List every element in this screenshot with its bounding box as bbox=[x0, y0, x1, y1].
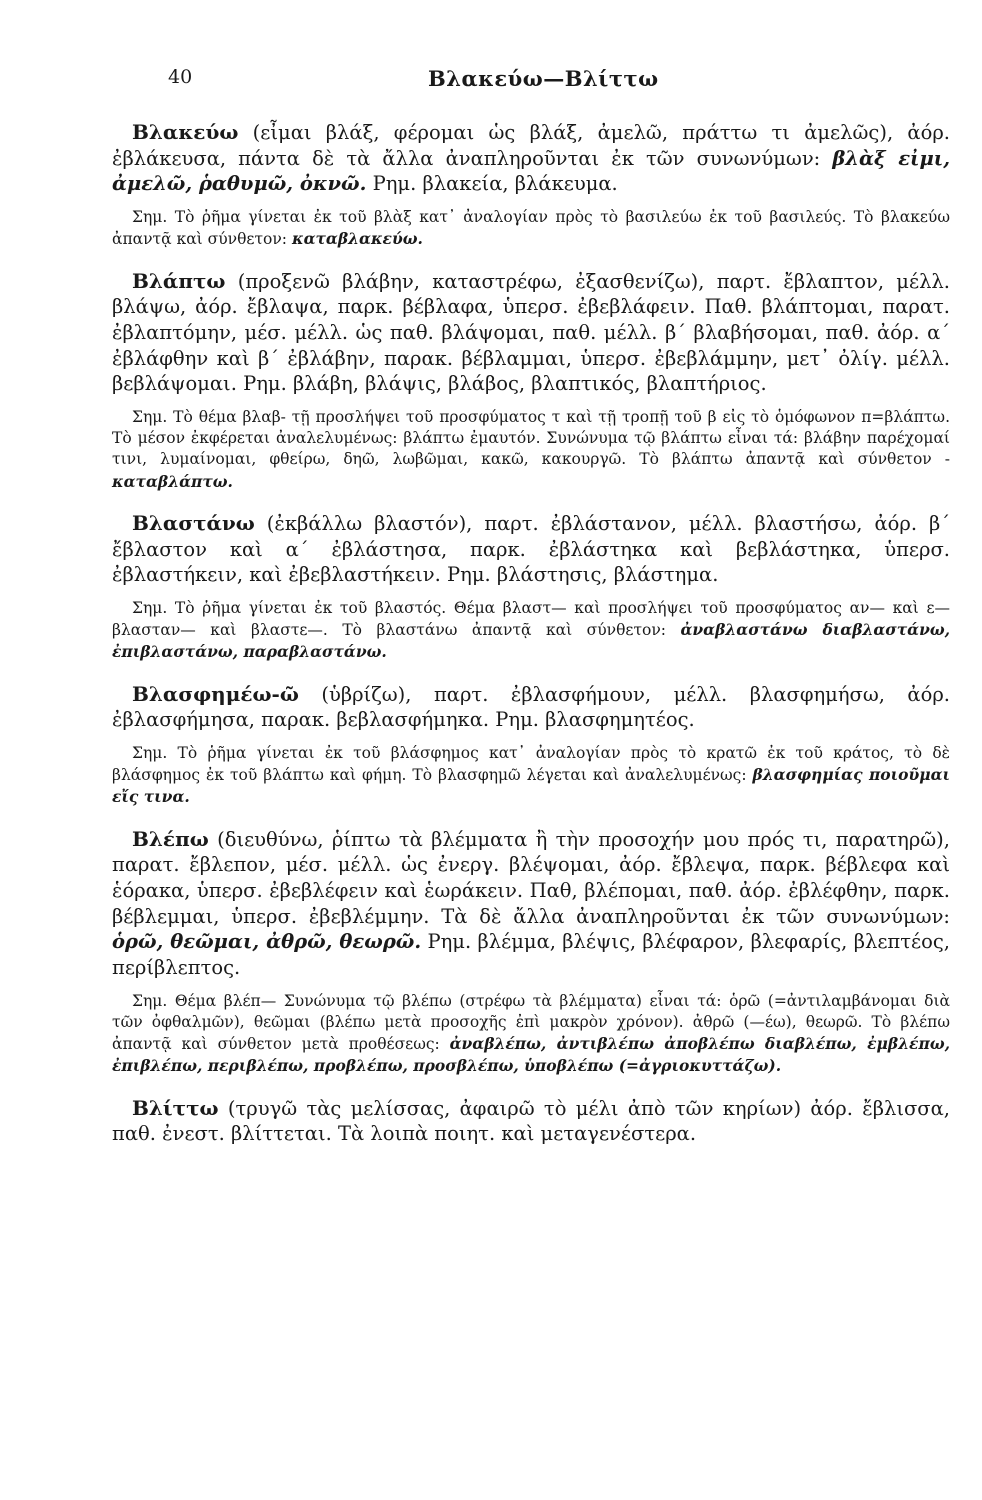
entry-vlastano bbox=[112, 511, 950, 588]
note-vlakevo bbox=[112, 207, 950, 250]
note-italic: καταβλακεύω. bbox=[291, 229, 423, 249]
entry-text: (ὑβρίζω), παρτ. ἐβλασφήμουν, μέλλ. βλασφημήσω, ἀόρ. ἐβλασφήμησα, παρακ. βεβλασφήμηκα. Ρημ. βλασφημητέος. bbox=[112, 682, 950, 732]
entry-text: (διευθύνω, ῥίπτω τὰ βλέμματα ἢ τὴν προσοχήν μου πρός τι, παρατηρῶ), παρατ. ἔβλεπον, μέσ. μέλλ. ὡς ἐνεργ. βλέψομαι, ἀόρ. ἔβλεψα, παρκ. βέβλεφα καὶ ἑόρακα, ὑπερσ. ἐβεβλέφειν καὶ ἑωράκειν. Παθ, βλέπομαι, παθ. ἀόρ. ἐβλέφθην, παρκ. βέβλεμμαι, ὑπερσ. ἐβεβλέμμην. Τὰ δὲ ἄλλα ἀναπληροῦνται ἐκ τῶν συνωνύμων: bbox=[112, 827, 950, 928]
note-label: Σημ. bbox=[132, 743, 168, 762]
note-vlasfimo bbox=[112, 743, 950, 809]
entry-tail: Ρημ. βλέμμα, βλέψις, βλέφαρον, βλεφαρίς, βλεπτέος, περίβλεπτος. bbox=[112, 930, 950, 980]
entry-tail: Ρημ. βλακεία, βλάκευμα. bbox=[366, 172, 618, 196]
note-italic: ἀναβλέπω, ἀντιβλέπω ἀποβλέπω διαβλέπω, ἐμβλέπω, ἐπιβλέπω, περιβλέπω, προβλέπω, προσβλέπω, ὑποβλέπω (=ἀγριοκυττάζω). bbox=[112, 1034, 950, 1076]
note-italic: ἀναβλαστάνω διαβλαστάνω, ἐπιβλαστάνω, παραβλαστάνω. bbox=[112, 620, 950, 662]
page-number: 40 bbox=[168, 66, 193, 88]
entry-vlakevo bbox=[112, 120, 950, 197]
note-text: Τὸ ῥῆμα γίνεται ἐκ τοῦ βλὰξ κατ᾽ ἀναλογίαν πρὸς τὸ βασιλεύω ἐκ τοῦ βασιλεύς. Τὸ βλακεύω ἀπαντᾷ καὶ σύνθετον: bbox=[112, 208, 950, 249]
note-text: Τὸ ῥῆμα γίνεται ἐκ τοῦ βλάσφημος κατ᾽ ἀναλογίαν πρὸς τὸ κρατῶ ἐκ τοῦ κράτος, τὸ δὲ βλάσφημος ἐκ τοῦ βλάπτω καὶ φήμη. Τὸ βλασφημῶ λέγεται καὶ ἀναλελυμένως: bbox=[112, 743, 950, 785]
entry-text: (εἶμαι βλάξ, φέρομαι ὡς βλάξ, ἀμελῶ, πράττω τι ἀμελῶς), ἀόρ. ἐβλάκευσα, πάντα δὲ τὰ ἄλλα ἀναπληροῦνται ἐκ τῶν συνωνύμων: bbox=[112, 121, 950, 170]
entry-synonyms: βλὰξ εἰμι, ἀμελῶ, ῥαθυμῶ, ὀκνῶ. bbox=[112, 146, 950, 196]
entry-vlasfimo bbox=[112, 682, 950, 733]
note-label: Σημ. bbox=[132, 208, 168, 227]
entry-text: (ἐκβάλλω βλαστόν), παρτ. ἐβλάστανον, μέλλ. βλαστήσω, ἀόρ. β´ ἔβλαστον καὶ α´ ἐβλάστησα, παρκ. ἐβλάστηκα καὶ βεβλάστηκα, ὑπερσ. ἐβλαστήκειν, καὶ ἐβεβλαστήκειν. Ρημ. βλάστησις, βλάστημα. bbox=[112, 511, 950, 587]
entry-text: (τρυγῶ τὰς μελίσσας, ἀφαιρῶ τὸ μέλι ἀπὸ τῶν κηρίων) ἀόρ. ἔβλισσα, παθ. ἐνεστ. βλίττεται. Τὰ λοιπὰ ποιητ. καὶ μεταγενέστερα. bbox=[112, 1096, 950, 1146]
entry-lemma: Βλίττω bbox=[132, 1095, 219, 1120]
entry-synonyms: ὁρῶ, θεῶμαι, ἀθρῶ, θεωρῶ. bbox=[112, 930, 422, 954]
note-text: Τὸ θέμα βλαβ- τῇ προσλήψει τοῦ προσφύματος τ καὶ τῇ τροπῇ τοῦ β εἰς τὸ ὁμόφωνον π=βλάπτω. Τὸ μέσον ἐκφέρεται ἀναλελυμένως: βλάπτω ἐμαυτόν. Συνώνυμα τῷ βλάπτω εἶναι τά: βλάβην παρέχομαί τινι, λυμαίνομαι, φθείρω, δηῶ, λωβῶμαι, κακῶ, κακουργῶ. Τὸ βλάπτω ἀπαντᾷ καὶ σύνθετον - bbox=[112, 408, 950, 469]
page-header bbox=[168, 66, 888, 98]
note-label: Σημ. bbox=[132, 408, 168, 427]
entry-text: (προξενῶ βλάβην, καταστρέφω, ἐξασθενίζω), παρτ. ἔβλαπτον, μέλλ. βλάψω, ἀόρ. ἔβλαψα, παρκ. βέβλαφα, ὑπερσ. ἐβεβλάφειν. Παθ. βλάπτομαι, παρατ. ἐβλαπτόμην, μέσ. μέλλ. ὡς παθ. βλάψομαι, παθ. μέλλ. β´ βλαβήσομαι, παθ. ἀόρ. α´ ἐβλάφθην καὶ β´ ἐβλάβην, παρακ. βέβλαμμαι, ὑπερσ. ἐβεβλάμμην, μετ᾽ ὀλίγ. μέλλ. βεβλάψομαι. Ρημ. βλάβη, βλάψις, βλάβος, βλαπτικός, βλαπτήριος. bbox=[112, 269, 950, 396]
entry-lemma: Βλαστάνω bbox=[132, 510, 255, 535]
note-vlepo bbox=[112, 991, 950, 1078]
entry-lemma: Βλέπω bbox=[132, 826, 209, 851]
note-text: Τὸ ῥῆμα γίνεται ἐκ τοῦ βλαστός. Θέμα βλαστ— καὶ προσλήψει τοῦ προσφύματος αν— καὶ ε— βλασταν— καὶ βλαστε—. Τὸ βλαστάνω ἀπαντᾷ καὶ σύνθετον: bbox=[112, 598, 950, 640]
entry-lemma: Βλακεύω bbox=[132, 120, 239, 144]
running-head: Βλακεύω—Βλίττω bbox=[428, 66, 659, 91]
page-body bbox=[112, 120, 950, 1157]
note-italic: βλασφημίας ποιοῦμαι εἴς τινα. bbox=[112, 765, 951, 807]
note-vlastano bbox=[112, 598, 950, 664]
entry-lemma: Βλάπτω bbox=[132, 268, 226, 293]
note-italic: καταβλάπτω. bbox=[112, 471, 233, 491]
entry-vlitto bbox=[112, 1096, 950, 1147]
note-label: Σημ. bbox=[132, 598, 168, 617]
note-text: Θέμα βλέπ— Συνώνυμα τῷ βλέπω (στρέφω τὰ βλέμματα) εἶναι τά: ὁρῶ (=ἀντιλαμβάνομαι διὰ τῶν ὀφθαλμῶν), θεῶμαι (βλέπω μετὰ προσοχῆς ἐπὶ μακρὸν χρόνον). ἀθρῶ (—έω), θεωρῶ. Τὸ βλέπω ἀπαντᾷ καὶ σύνθετον μετὰ προθέσεως: bbox=[112, 991, 950, 1054]
entry-vlapto bbox=[112, 269, 950, 398]
entry-vlepo bbox=[112, 827, 950, 981]
entry-lemma: Βλασφημέω-ῶ bbox=[132, 681, 299, 706]
note-vlapto bbox=[112, 407, 950, 493]
note-label: Σημ. bbox=[132, 991, 168, 1010]
